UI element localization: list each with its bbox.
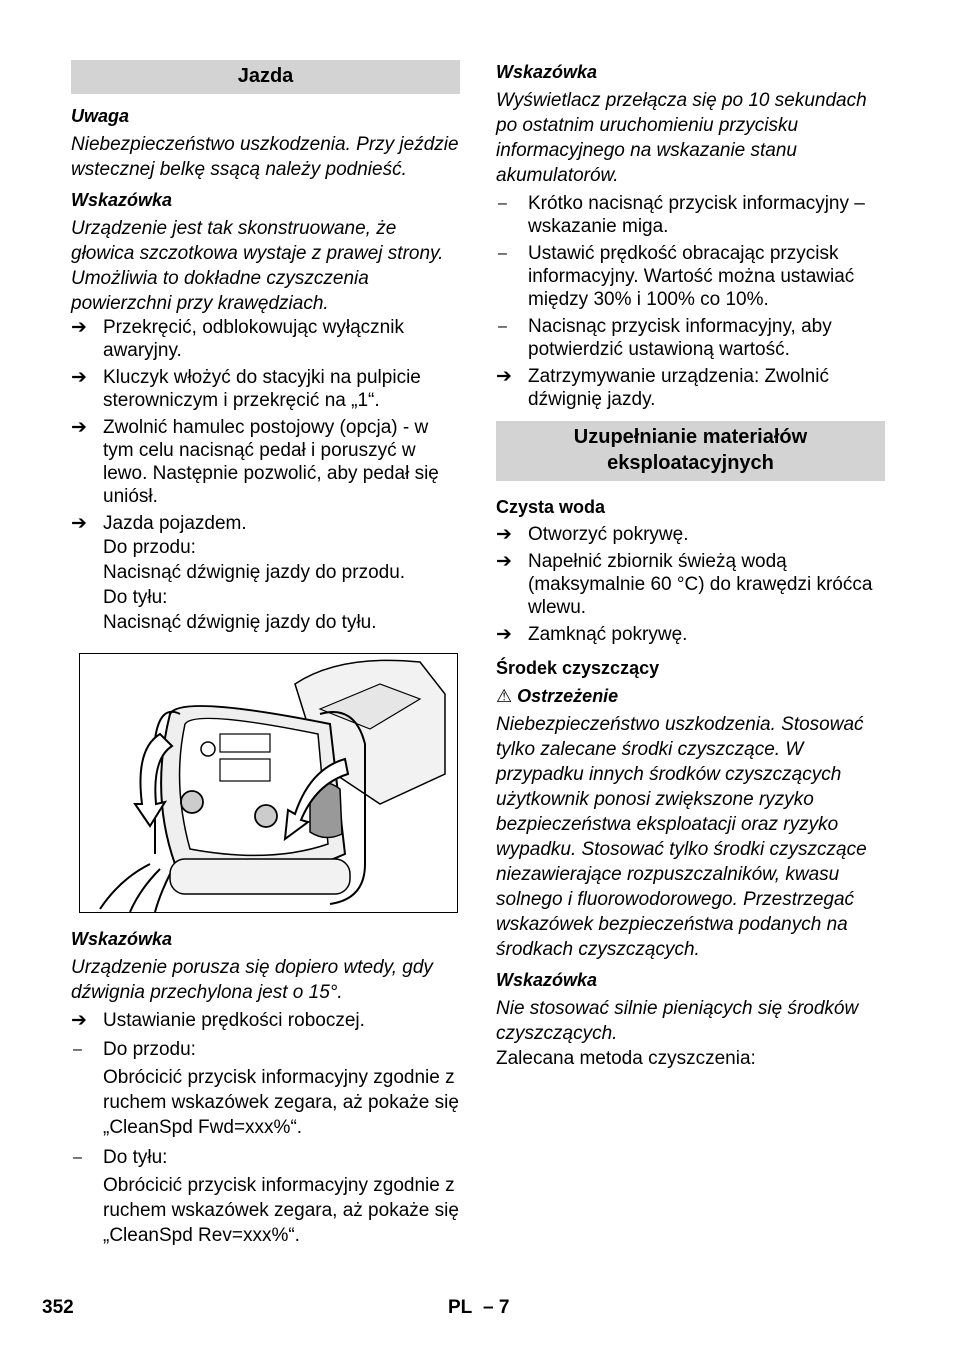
dash-bullet: –	[73, 1149, 82, 1166]
back-text: Nacisnąć dźwignię jazdy do tyłu.	[103, 612, 377, 633]
step-item: ➔ Napełnić zbiornik świeżą wodą (maksymalnie 60 °C) do krawędzi króćca wlewu.	[496, 551, 873, 618]
arrow-right-icon: ➔	[496, 624, 512, 645]
detergent-title: Środek czyszczący	[496, 658, 660, 678]
arrow-right-icon: ➔	[496, 524, 512, 545]
dash-item-text: Obrócicić przycisk informacyjny zgodnie z ruchem wskazówek zegara, aż pokaże się „CleanSpd Rev=xxx%“.	[103, 1175, 459, 1246]
arrow-right-icon: ➔	[71, 417, 87, 438]
dash-bullet: –	[73, 1041, 82, 1058]
arrow-right-icon: ➔	[71, 513, 87, 534]
warning-row	[496, 684, 885, 708]
section-heading-jazda: Jazda	[71, 60, 460, 94]
dash-item: – Ustawić prędkość obracając przycisk informacyjny. Wartość można ustawiać między 30% i 100% co 10%.	[498, 243, 855, 310]
warning-title: Ostrzeżenie	[517, 686, 619, 706]
arrow-right-icon: ➔	[71, 1010, 87, 1031]
dash-item: – Krótko nacisnąć przycisk informacyjny – wskazanie miga.	[498, 193, 865, 237]
arrow-right-icon: ➔	[71, 367, 87, 388]
dash-bullet: –	[498, 195, 507, 212]
dash-item: – Nacisnąc przycisk informacyjny, aby potwierdzić ustawioną wartość.	[498, 316, 832, 360]
hint-title: Wskazówka	[71, 190, 173, 210]
language-code: PL	[448, 1297, 473, 1318]
dash-item: – Do przodu:	[73, 1039, 196, 1060]
page-number: 352	[42, 1297, 74, 1318]
dash-item-text: Obrócicić przycisk informacyjny zgodnie z ruchem wskazówek zegara, aż pokaże się „CleanSpd Fwd=xxx%“.	[103, 1067, 459, 1138]
arrow-right-icon: ➔	[496, 366, 512, 387]
hint-text: Wyświetlacz przełącza się po 10 sekundach po ostatnim uruchomieniu przycisku informacyjnego na wskazanie stanu akumulatorów.	[496, 90, 867, 186]
hint-text-2: Nie stosować silnie pieniących się środków czyszczących.	[496, 998, 859, 1044]
step-item: ➔ Ustawianie prędkości roboczej.	[71, 1010, 365, 1031]
arrow-right-icon: ➔	[496, 551, 512, 572]
step-item: ➔ Otworzyć pokrywę.	[496, 524, 689, 545]
left-column	[71, 60, 460, 1248]
caution-title: Uwaga	[71, 106, 130, 126]
section-heading-supplies: Uzupełnianie materiałów eksploatacyjnych	[496, 421, 885, 481]
step-item: ➔ Kluczyk włożyć do stacyjki na pulpicie sterowniczym i przekręcić na „1“.	[71, 367, 421, 411]
hint-title: Wskazówka	[496, 62, 598, 82]
hint-title-2: Wskazówka	[71, 929, 173, 949]
forward-label: Do przodu:	[103, 537, 196, 558]
caution-text: Niebezpieczeństwo uszkodzenia. Przy jeździe wstecznej belkę ssącą należy podnieść.	[71, 134, 459, 180]
section-page: – 7	[483, 1297, 510, 1318]
hint-title-2: Wskazówka	[496, 970, 598, 990]
step-item: ➔ Jazda pojazdem.	[71, 513, 247, 534]
arrow-right-icon: ➔	[71, 317, 87, 338]
fresh-water-title: Czysta woda	[496, 497, 606, 517]
step-item: ➔ Zamknąć pokrywę.	[496, 624, 688, 645]
dash-bullet: –	[498, 245, 507, 262]
recommended-method: Zalecana metoda czyszczenia:	[496, 1048, 756, 1069]
dash-item: – Do tyłu:	[73, 1147, 168, 1168]
step-item: ➔ Zatrzymywanie urządzenia: Zwolnić dźwignię jazdy.	[496, 366, 829, 410]
hint-text-2: Urządzenie porusza się dopiero wtedy, gdy dźwignia przechylona jest o 15°.	[71, 957, 433, 1003]
right-column	[496, 60, 885, 1071]
warning-triangle-icon: ⚠	[496, 686, 513, 706]
hint-text: Urządzenie jest tak skonstruowane, że głowica szczotkowa wystaje z prawej strony. Umożliwia to dokładne czyszczenia powierzchni przy krawędziach.	[71, 218, 444, 314]
control-panel-drawing	[80, 654, 457, 912]
dash-bullet: –	[498, 318, 507, 335]
control-panel-illustration	[79, 653, 458, 913]
warning-text: Niebezpieczeństwo uszkodzenia. Stosować tylko zalecane środki czyszczące. W przypadku innych środków czyszczących użytkownik ponosi zwiększone ryzyko bezpieczeństwa eksploatacji oraz ryzyko wypadku. Stosować tylko środki czyszczące niezawierające rozpuszczalników, kwasu solnego i fluorowodorowego. Przestrzegać wskazówek bezpieczeństwa podanych na środkach czyszczących.	[496, 714, 867, 960]
forward-text: Nacisnąć dźwignię jazdy do przodu.	[103, 562, 406, 583]
step-item: ➔ Przekręcić, odblokowując wyłącznik awaryjny.	[71, 317, 404, 361]
step-item: ➔ Zwolnić hamulec postojowy (opcja) - w tym celu nacisnąć pedał i poruszyć w lewo. Następnie pozwolić, aby pedał się uniósł.	[71, 417, 439, 507]
back-label: Do tyłu:	[103, 587, 168, 608]
